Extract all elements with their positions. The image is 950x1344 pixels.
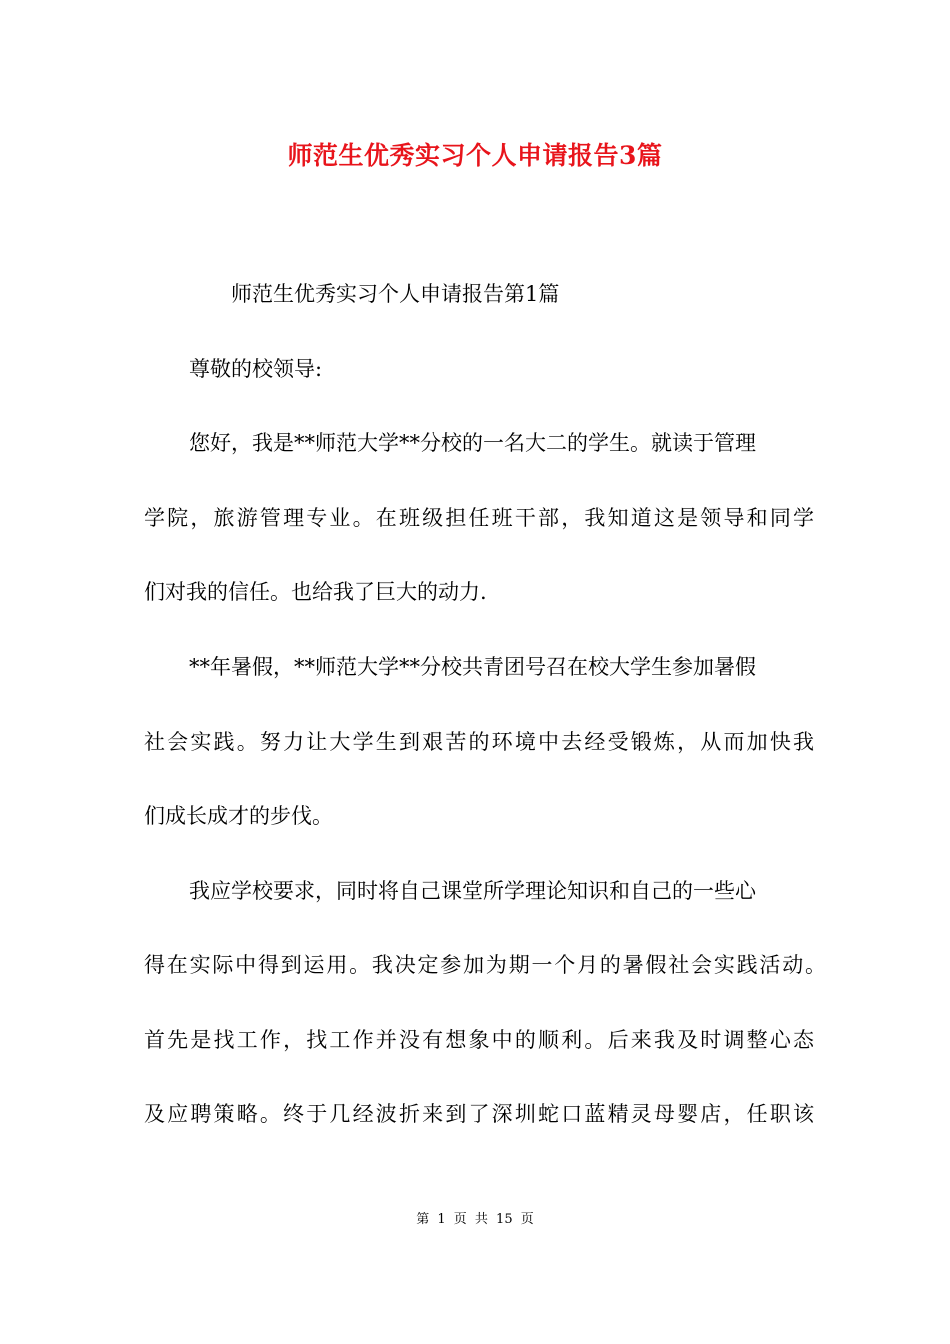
paragraph-line: 首先是找工作，找工作并没有想象中的顺利。后来我及时调整心态 <box>144 1028 814 1052</box>
paragraph-line: 我应学校要求，同时将自己课堂所学理论知识和自己的一些心 <box>189 879 756 903</box>
section-heading: 师范生优秀实习个人申请报告第1篇 <box>231 282 560 306</box>
page-number: 第 1 页 共 15 页 <box>416 1212 534 1227</box>
paragraph-line: **年暑假，**师范大学**分校共青团号召在校大学生参加暑假 <box>189 655 756 679</box>
paragraph-line: 们对我的信任。也给我了巨大的动力. <box>144 580 487 604</box>
paragraph-line: 们成长成才的步伐。 <box>144 804 333 828</box>
paragraph-line: 及应聘策略。终于几经波折来到了深圳蛇口蓝精灵母婴店，任职该 <box>144 1102 814 1126</box>
paragraph-line: 您好，我是**师范大学**分校的一名大二的学生。就读于管理 <box>189 431 756 455</box>
paragraph-line: 学院，旅游管理专业。在班级担任班干部，我知道这是领导和同学 <box>144 506 814 530</box>
paragraph-line: 得在实际中得到运用。我决定参加为期一个月的暑假社会实践活动。 <box>144 953 826 977</box>
paragraph-line: 社会实践。努力让大学生到艰苦的环境中去经受锻炼，从而加快我 <box>144 730 814 754</box>
document-title: 师范生优秀实习个人申请报告3篇 <box>287 141 663 170</box>
salutation: 尊敬的校领导: <box>189 357 323 381</box>
